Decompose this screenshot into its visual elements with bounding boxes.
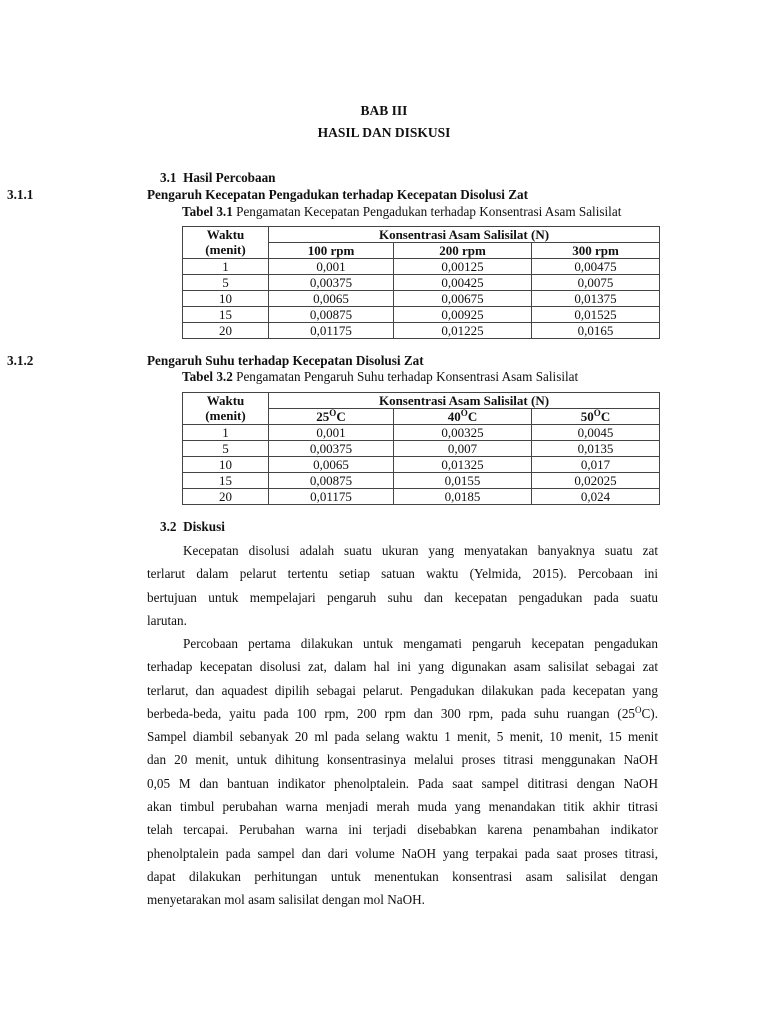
paragraph-line: dapat dilakukan perhitungan untuk menentukan konsentrasi asam salisilat dengan [147,868,658,884]
table-row [183,425,660,441]
table-header-col: 200 rpm [394,243,532,259]
table-cell: 0,00475 [532,259,660,275]
paragraph-line: akan timbul perubahan warna menjadi merah muda yang menandakan titik akhir titrasi [147,799,658,815]
table-cell: 1 [183,259,269,275]
table-cell: 0,02025 [532,473,660,489]
table-cell: 15 [183,473,269,489]
table-cell: 0,00375 [269,275,394,291]
table-header-col: $50^OC$ [532,409,660,425]
table-caption-label: Tabel 3.1 [182,204,233,219]
table-cell: 0,01525 [532,307,660,323]
section-heading-results [160,170,276,186]
table-cell: 1 [183,425,269,441]
paragraph-line: terlarut, dan aquadest dipilih sebagai pelarut. Pengadukan dilakukan pada kecepatan yang [147,682,658,698]
table-cell: 0,00325 [394,425,532,441]
table-cell: 0,01225 [394,323,532,339]
section-title: Hasil Percobaan [183,170,276,185]
table-cell: 0,0075 [532,275,660,291]
table-cell: 0,017 [532,457,660,473]
table-header-col: $40^OC$ [394,409,532,425]
table-cell: 0,001 [269,425,394,441]
table-cell: 0,007 [394,441,532,457]
section-number: 3.2 [160,519,177,534]
subsection-title: Pengaruh Suhu terhadap Kecepatan Disolusi Zat [147,353,424,368]
table-temperature [182,392,660,505]
chapter-title: HASIL DAN DISKUSI [317,125,451,140]
table-cell: 10 [183,457,269,473]
paragraph-line: terhadap kecepatan disolusi zat, dalam hal ini yang digunakan asam salisilat sebagai zat [147,659,658,675]
subsection-number: 3.1.1 [7,187,34,202]
table-cell: 0,0065 [269,291,394,307]
section-title: Diskusi [183,519,225,534]
table-cell: 0,00675 [394,291,532,307]
table-row [183,259,660,275]
table-row [183,441,660,457]
table-header-group: Konsentrasi Asam Salisilat (N) [269,393,660,409]
paragraph-line: bertujuan untuk mempelajari pengaruh suhu dan kecepatan pengadukan pada suatu [147,589,658,605]
section-number: 3.1 [160,170,177,185]
table-cell: 0,0045 [532,425,660,441]
table-cell: 0,001 [269,259,394,275]
table-header-group: Konsentrasi Asam Salisilat (N) [269,227,660,243]
table-header-time-unit: (menit) [183,243,269,259]
paragraph-line: Sampel diambil sebanyak 20 ml pada selang waktu 1 menit, 5 menit, 10 menit, 15 menit [147,729,658,745]
table-header-time: Waktu [183,393,269,409]
table-cell: 0,01325 [394,457,532,473]
table-row [183,489,660,505]
subsection-number: 3.1.2 [7,353,34,368]
table-header-time: Waktu [183,227,269,243]
table-cell: 10 [183,291,269,307]
paragraph-line: 0,05 M dan bantuan indikator phenolptalein. Pada saat sampel dititrasi dengan NaOH [147,775,658,791]
table-cell: 0,0165 [532,323,660,339]
table-row [183,323,660,339]
table-cell: 20 [183,323,269,339]
table-caption-label: Tabel 3.2 [182,369,233,384]
section-heading-discussion [160,519,225,535]
table-cell: 0,00925 [394,307,532,323]
table-row [183,307,660,323]
table-cell: 0,01175 [269,323,394,339]
table-cell: 0,00425 [394,275,532,291]
paragraph-intro [147,539,658,632]
table-row [183,275,660,291]
table-caption-text: Pengamatan Kecepatan Pengadukan terhadap Konsentrasi Asam Salisilat [232,204,622,219]
table-cell: 0,01175 [269,489,394,505]
table-cell: 0,0135 [532,441,660,457]
table-cell: 0,0065 [269,457,394,473]
table-caption [182,204,621,220]
table-cell: 20 [183,489,269,505]
paragraph-method [147,632,658,912]
paragraph-line: Kecepatan disolusi adalah suatu ukuran yang menyatakan banyaknya suatu zat [183,543,658,558]
table-cell: 0,00125 [394,259,532,275]
table-cell: 0,0185 [394,489,532,505]
table-row [183,291,660,307]
table-cell: 0,024 [532,489,660,505]
table-caption [182,369,578,385]
paragraph-line: larutan. [147,612,187,628]
table-header-col: $25^OC$ [269,409,394,425]
table-row [183,457,660,473]
paragraph-line: Percobaan pertama dilakukan untuk mengamati pengaruh kecepatan pengadukan [183,636,658,651]
paragraph-line: menyetarakan mol asam salisilat dengan mol NaOH. [147,892,425,908]
table-cell: 15 [183,307,269,323]
table-row [183,473,660,489]
paragraph-line: terlarut dalam pelarut tertentu setiap satuan waktu (Yelmida, 2015). Percobaan ini [147,566,658,582]
table-header-col: 100 rpm [269,243,394,259]
chapter-number: BAB III [360,103,408,118]
subsection-title: Pengaruh Kecepatan Pengadukan terhadap Kecepatan Disolusi Zat [147,187,529,202]
table-cell: 0,01375 [532,291,660,307]
table-cell: 5 [183,275,269,291]
paragraph-line: berbeda-beda, yaitu pada 100 rpm, 200 rpm dan 300 rpm, pada suhu ruangan $(25^OC)$. [147,704,658,721]
table-cell: 0,00375 [269,441,394,457]
table-cell: 5 [183,441,269,457]
paragraph-line: telah tercapai. Perubahan warna ini terjadi disebabkan karena penambahan indikator [147,822,658,838]
table-header-time-unit: (menit) [183,409,269,425]
table-stirring-speed [182,226,660,339]
paragraph-line: dan 20 menit, untuk dihitung konsentrasinya melalui proses titrasi menggunakan NaOH [147,752,658,768]
table-header-col: 300 rpm [532,243,660,259]
table-cell: 0,0155 [394,473,532,489]
paragraph-line: phenolptalein pada sampel dan dari volume NaOH yang terpakai pada saat proses titrasi, [147,845,658,861]
table-cell: 0,00875 [269,473,394,489]
table-cell: 0,00875 [269,307,394,323]
table-caption-text: Pengamatan Pengaruh Suhu terhadap Konsentrasi Asam Salisilat [232,369,579,384]
